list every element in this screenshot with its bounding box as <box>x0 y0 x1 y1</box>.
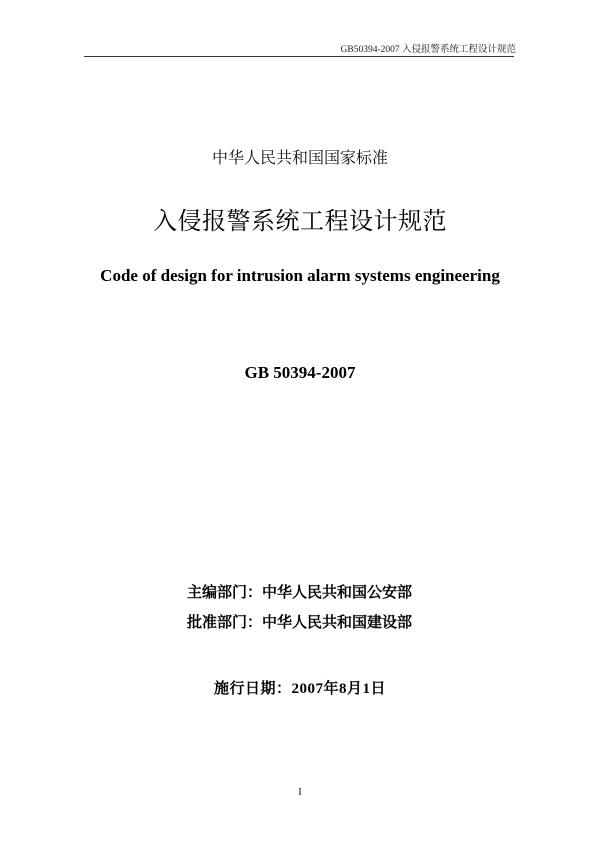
approval-department: 批准部门：中华人民共和国建设部 <box>187 615 413 631</box>
national-standard-label: 中华人民共和国国家标准 <box>211 150 388 167</box>
effective-date: 施行日期：2007年8月1日 <box>213 681 386 697</box>
running-header: GB50394-2007 入侵报警系统工程设计规范 <box>340 45 516 55</box>
page-number: I <box>298 786 302 798</box>
title-chinese: 入侵报警系统工程设计规范 <box>153 209 447 235</box>
chief-editor-department: 主编部门：中华人民共和国公安部 <box>187 585 413 601</box>
title-english: Code of design for intrusion alarm systems engineering <box>100 266 500 285</box>
header-rule <box>84 56 514 57</box>
standard-code: GB 50394-2007 <box>244 363 356 382</box>
